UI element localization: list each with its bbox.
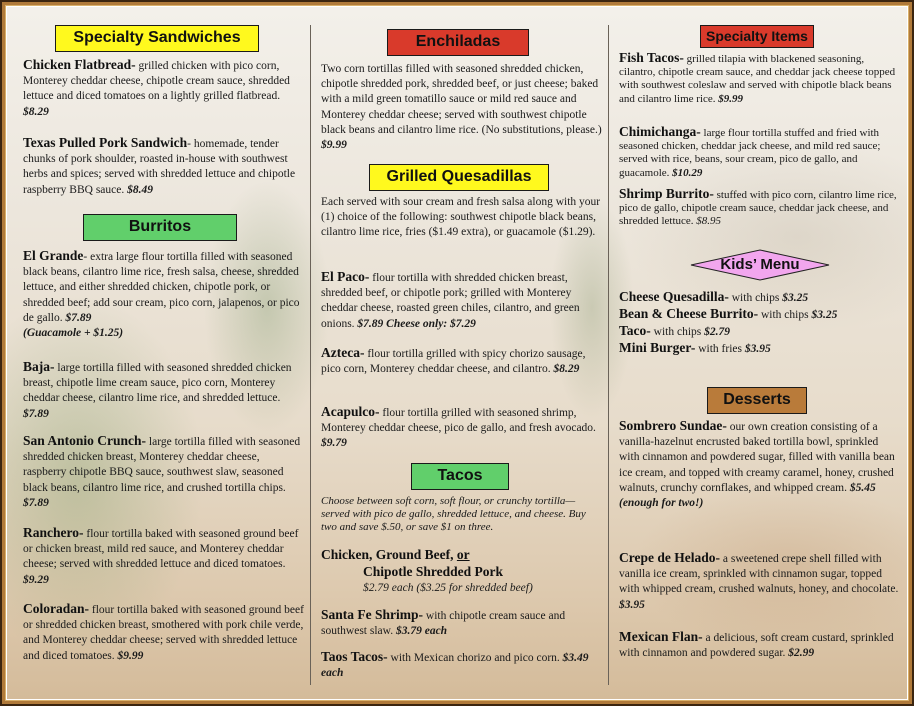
item-name: Taco-	[619, 323, 651, 338]
item-name: El Paco-	[321, 269, 370, 284]
item-description: with Mexican chorizo and pico corn.	[387, 652, 563, 664]
item-description: grilled tilapia with blackened seasoning, cilantro, chipotle cream sauce, and cheddar jack cheese topped with southwest coleslaw and served with chipotle black beans and cilantro lime rice.	[619, 53, 896, 105]
menu-item	[23, 359, 305, 422]
menu-item	[321, 547, 603, 597]
item-price: $7.89 Cheese only: $7.29	[357, 317, 476, 330]
item-description: a sweetened crepe shell filled with vanilla ice cream, sprinkled with cinnamon sugar, topped with whipped cream, crushed walnuts, honey, and chocolate.	[619, 553, 899, 596]
column-divider	[310, 25, 311, 685]
menu-item	[321, 62, 603, 153]
menu-item	[619, 629, 901, 661]
menu-item	[23, 601, 305, 664]
item-price: $9.79	[321, 437, 347, 450]
item-name: San Antonio Crunch-	[23, 433, 147, 448]
item-description: stuffed with pico corn, cilantro lime rice, pico de gallo, chipotle cream sauce, cheddar jack cheese, and shredded lettuce.	[619, 189, 897, 228]
item-name: El Grande	[23, 248, 84, 263]
item-name: Crepe de Helado-	[619, 550, 720, 565]
item-name: Azteca-	[321, 345, 365, 360]
item-description: flour tortilla grilled with seasoned shrimp, Monterey cheddar cheese, pico de gallo, and fresh avocado.	[321, 407, 596, 435]
item-price: $5.45 (enough for two!)	[619, 481, 876, 510]
menu-item	[619, 550, 901, 613]
item-name: Mexican Flan-	[619, 629, 703, 644]
item-description: our own creation consisting of a vanilla-hazelnut encrusted baked tortilla bowl, sprinkled with cinnamon and powdered sugar, filled with vanilla bean ice cream, and topped with creamy caramel, honey, crushed walnuts, crunchy cornflakes, and whipped cream.	[619, 421, 895, 494]
item-price: $3.95	[744, 343, 771, 355]
item-price: $9.99	[321, 139, 347, 152]
item-price: $3.49 each	[321, 652, 589, 680]
item-price: $9.99	[718, 92, 744, 105]
section-header-grilled-quesadillas: Grilled Quesadillas	[369, 164, 549, 191]
column-divider	[608, 25, 609, 685]
item-description: grilled chicken with pico corn, Monterey cheddar cheese, chipotle cream sauce, shredded lettuce and diced tomatoes on a lightly grilled flatbread.	[23, 60, 290, 103]
item-price: $7.89	[23, 407, 49, 420]
section-intro	[321, 195, 603, 241]
item-price: $2.79	[704, 326, 730, 338]
item-price: $2.99	[788, 647, 815, 660]
menu-item	[619, 289, 901, 306]
item-price: $10.29	[672, 166, 703, 179]
item-price: $8.95	[696, 215, 722, 228]
section-header-specialty-sandwiches: Specialty Sandwiches	[55, 25, 259, 52]
menu-item	[321, 607, 603, 639]
menu-item	[23, 135, 305, 198]
menu-item	[23, 248, 305, 341]
item-name: Cheese Quesadilla-	[619, 289, 729, 304]
menu-page	[7, 7, 907, 699]
item-description: a delicious, soft cream custard, sprinkled with cinnamon and powdered sugar.	[619, 632, 894, 660]
item-name: Chicken, Ground Beef,	[321, 547, 457, 562]
item-price: $3.95	[619, 598, 645, 611]
section-header-tacos: Tacos	[411, 463, 509, 490]
item-price: $8.29	[553, 363, 580, 376]
section-header-specialty-items: Specialty Items	[700, 25, 814, 48]
item-name-or: or	[456, 547, 470, 562]
item-name: Bean & Cheese Burrito-	[619, 306, 759, 321]
item-description: Two corn tortillas filled with seasoned shredded chicken, chipotle shredded pork, shredded beef, or just cheese; baked with a mild green tomatillo sauce or mild red sauce and Monterey cheddar cheese; served with southwest chipotle black beans and cilantro lime rice. (No substitutions, please.)	[321, 63, 602, 136]
item-description: with chips	[758, 309, 812, 321]
item-name: Chipotle Shredded Pork	[363, 564, 504, 580]
menu-item	[321, 649, 603, 681]
item-name: Acapulco-	[321, 404, 380, 419]
menu-item	[619, 418, 901, 511]
section-header-enchiladas: Enchiladas	[387, 29, 529, 56]
menu-item	[321, 269, 603, 332]
item-price: $3.79 each	[395, 625, 448, 638]
item-description: flour tortilla with shredded chicken breast, shredded beef, or chipotle pork; grilled with Monterey cheddar cheese, roasted green chiles, cilantro, and green onions.	[321, 272, 580, 330]
menu-item	[23, 433, 305, 511]
intro-text: Each served with sour cream and fresh salsa along with your (1) choice of the following: southwest chipotle black beans, cilantro lime rice, fries ($1.49 extra), or guacamole ($1.29).	[321, 196, 601, 239]
item-price: $9.29	[23, 573, 49, 586]
item-description: large flour tortilla stuffed and fried with seasoned chicken, cheddar jack cheese, and mild red sauce; served with rice, beans, sour cream, pico de gallo, and guacamole.	[619, 127, 881, 179]
item-price: $3.25	[811, 309, 838, 321]
item-name: Baja-	[23, 359, 55, 374]
item-name: Santa Fe Shrimp-	[321, 607, 424, 622]
item-name: Texas Pulled Pork Sandwich	[23, 135, 188, 150]
item-description: - homemade, tender chunks of pork shoulder, roasted in-house with southwest herbs and spices; served with shredded lettuce and chipotle raspberry BBQ sauce.	[23, 138, 296, 196]
section-intro	[321, 495, 603, 535]
item-name: Taos Tacos-	[321, 649, 388, 664]
item-price: $9.99	[117, 649, 144, 662]
menu-item	[619, 187, 901, 229]
item-name: Ranchero-	[23, 525, 84, 540]
item-description: large tortilla filled with seasoned shredded chicken breast, chipotle lime cream sauce, pico corn, Monterey cheddar cheese, cilantro lime rice, and shredded lettuce.	[23, 362, 292, 405]
menu-item	[321, 345, 603, 377]
item-description: flour tortilla baked with seasoned ground beef or chicken breast, mild red sauce, and Monterey cheddar cheese; served with shredded lettuce and diced tomatoes.	[23, 528, 299, 571]
item-name: Chicken Flatbread-	[23, 57, 136, 72]
item-name: Coloradan-	[23, 601, 90, 616]
item-description: with fries	[695, 343, 745, 355]
item-name: Chimichanga-	[619, 124, 701, 139]
item-price: $8.49	[127, 183, 153, 196]
item-description: - extra large flour tortilla filled with seasoned black beans, cilantro lime rice, fresh salsa, cheese, shredded lettuce, and either shredded chicken, chipotle pork, or shredded beef; add sour cream, pico corn, jalapenos, or pico de gallo.	[23, 251, 300, 324]
item-description: flour tortilla baked with seasoned ground beef or shredded chicken breast, smothered with pork chile verde, and Monterey cheddar cheese; served with shredded lettuce and diced tomatoes.	[23, 604, 304, 662]
menu-item	[619, 51, 901, 106]
item-price: $2.79 each ($3.25 for shredded beef)	[363, 582, 533, 595]
item-description: with chips	[728, 292, 783, 304]
menu-item	[619, 306, 901, 323]
section-header-burritos: Burritos	[83, 214, 237, 241]
menu-item	[23, 525, 305, 588]
item-name: Shrimp Burrito-	[619, 186, 714, 201]
intro-text: Choose between soft corn, soft flour, or crunchy tortilla—served with pico de gallo, shredded lettuce, and cheese. Buy two and save $.50, or save $1 on three.	[321, 495, 586, 534]
menu-item	[23, 57, 305, 120]
item-price: $7.89	[65, 311, 92, 324]
item-description: large tortilla filled with seasoned shredded chicken breast, Monterey cheddar cheese, raspberry chipotle BBQ sauce, southwest slaw, seasoned black beans, cilantro lime rice, and crushed tortilla chips.	[23, 436, 301, 494]
item-name: Sombrero Sundae-	[619, 418, 727, 433]
menu-item	[619, 125, 901, 180]
item-price: $3.25	[782, 292, 809, 304]
kids-menu-title: Kids’ Menu	[720, 256, 800, 273]
menu-item	[619, 323, 901, 340]
menu-item	[619, 340, 901, 357]
section-header-kids-menu	[690, 249, 830, 281]
item-name: Mini Burger-	[619, 340, 696, 355]
item-price: $7.89	[23, 496, 49, 509]
item-description: flour tortilla grilled with spicy chorizo sausage, pico corn, Monterey cheddar cheese, and cilantro.	[321, 348, 586, 376]
item-description: with chips	[650, 326, 705, 338]
section-header-desserts: Desserts	[707, 387, 807, 414]
item-name: Fish Tacos-	[619, 50, 684, 65]
item-price: $8.29	[23, 105, 49, 118]
item-note: (Guacamole + $1.25)	[23, 327, 124, 340]
menu-item	[321, 404, 603, 452]
item-description: with chipotle cream sauce and southwest slaw.	[321, 610, 566, 638]
